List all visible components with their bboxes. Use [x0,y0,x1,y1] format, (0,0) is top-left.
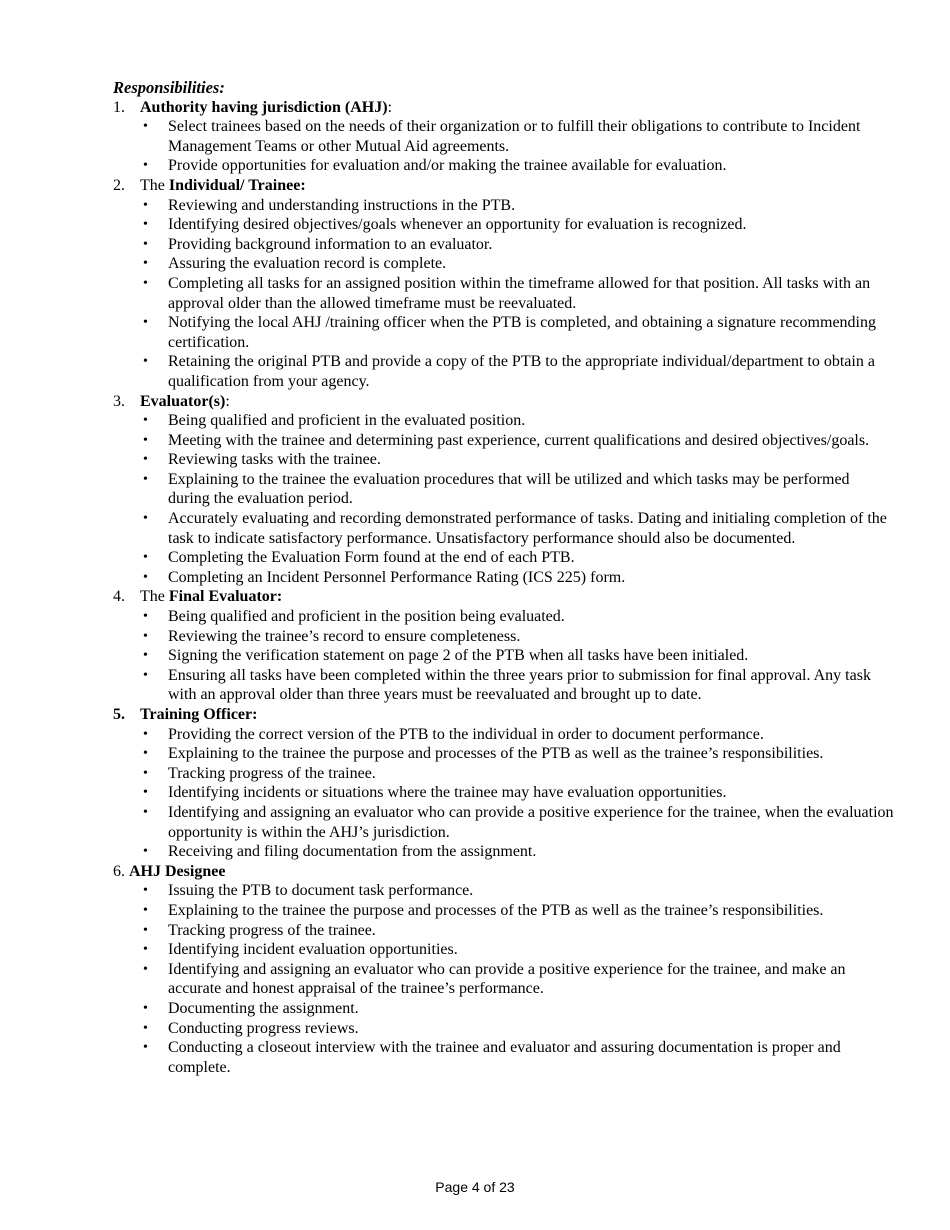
list-item [0,274,950,313]
bullet-icon: • [143,511,148,527]
page-number-footer: Page 4 of 23 [435,1179,515,1195]
list-item-text: Accurately evaluating and recording demonstrated performance of tasks. Dating and initialing completion of the task to indicate satisfactory performance. Unsatisfactory performance should also be documented. [168,510,887,547]
list-item-text: Identifying and assigning an evaluator who can provide a positive experience for the trainee, and make an accurate and honest appraisal of the trainee’s performance. [168,960,846,998]
list-item-text: Receiving and filing documentation from the assignment. [168,843,537,861]
list-item-text: Explaining to the trainee the purpose and processes of the PTB as well as the trainee’s responsibilities. [168,745,824,763]
list-item-text: Notifying the local AHJ /training officer when the PTB is completed, and obtaining a signature recommending certification. [168,314,876,351]
bullet-icon: • [143,628,148,644]
bullet-icon: • [143,746,148,762]
list-item [0,254,950,274]
list-item [0,431,950,451]
section-3 [0,392,950,588]
list-item [0,215,950,235]
section-title-suffix: : [387,98,393,116]
list-item [0,117,950,156]
list-item-text: Conducting a closeout interview with the trainee and evaluator and assuring documentation is proper and complete. [168,1039,841,1076]
document-page [0,78,950,1077]
list-item-text: Provide opportunities for evaluation and/or making the trainee available for evaluation. [168,157,727,175]
bullet-icon: • [143,922,148,938]
bullet-icon: • [143,354,148,370]
section-title-prefix: The [140,588,169,606]
section-title-line [140,705,257,725]
bullet-icon: • [143,726,148,742]
list-item-text: Select trainees based on the needs of their organization or to fulfill their obligations to contribute to Incident Management Teams or other Mutual Aid agreements. [168,118,861,155]
list-item [0,1038,950,1077]
bullet-icon: • [143,471,148,487]
bullet-icon: • [143,648,148,664]
list-item [0,783,950,803]
section-title: Evaluator(s) [140,392,226,410]
list-item-text: Identifying incidents or situations where the trainee may have evaluation opportunities. [168,784,727,802]
section-title-line [140,587,282,607]
bullet-icon: • [143,902,148,918]
section-title-line [129,862,225,882]
bullet-icon: • [143,942,148,958]
list-item [0,646,950,666]
list-item-text: Meeting with the trainee and determining past experience, current qualifications and desired objectives/goals. [168,431,870,449]
bullet-icon: • [143,158,148,174]
list-item-text: Documenting the assignment. [168,999,359,1017]
list-item [0,196,950,216]
bullet-icon: • [143,844,148,860]
section-1 [0,98,950,176]
bullet-icon: • [143,550,148,566]
bullet-icon: • [143,275,148,291]
list-item-text: Reviewing the trainee’s record to ensure completeness. [168,627,521,645]
list-item [0,548,950,568]
list-item-text: Conducting progress reviews. [168,1019,359,1037]
list-item [0,607,950,627]
list-item [0,842,950,862]
list-item [0,509,950,548]
list-item [0,627,950,647]
section-number: 5. [113,706,125,723]
bullet-icon: • [143,452,148,468]
list-item [0,803,950,842]
list-item-text: Explaining to the trainee the purpose and processes of the PTB as well as the trainee’s responsibilities. [168,901,824,919]
list-item [0,1019,950,1039]
list-item [0,568,950,588]
bullet-list [0,196,950,392]
list-item-text: Assuring the evaluation record is complete. [168,255,447,273]
list-item-text: Providing background information to an evaluator. [168,235,493,253]
bullet-icon: • [143,413,148,429]
section-title: Training Officer: [140,706,258,723]
section-title: Individual/ Trainee: [168,176,306,194]
list-item [0,999,950,1019]
list-item [0,901,950,921]
bullet-icon: • [143,569,148,585]
bullet-icon: • [143,432,148,448]
list-item-text: Identifying incident evaluation opportunities. [168,941,458,959]
section-title-prefix: The [140,176,169,194]
bullet-icon: • [143,667,148,683]
list-item [0,666,950,705]
section-title: AHJ Designee [129,862,226,880]
list-item [0,156,950,176]
list-item-text: Providing the correct version of the PTB to the individual in order to document performance. [168,725,764,743]
list-item-text: Completing all tasks for an assigned position within the timeframe allowed for that position. All tasks with an approval older than the allowed timeframe must be reevaluated. [168,274,871,312]
bullet-icon: • [143,785,148,801]
list-item [0,313,950,352]
list-item-text: Being qualified and proficient in the position being evaluated. [168,608,565,626]
bullet-icon: • [143,1020,148,1036]
bullet-list [0,411,950,587]
list-item-text: Reviewing and understanding instructions in the PTB. [168,196,516,214]
list-item-text: Being qualified and proficient in the evaluated position. [168,412,526,430]
bullet-icon: • [143,256,148,272]
section-number: 4. [113,588,125,606]
section-title-line [140,98,392,118]
list-item [0,921,950,941]
list-item-text: Identifying desired objectives/goals whenever an opportunity for evaluation is recognized. [168,216,747,234]
bullet-icon: • [143,197,148,213]
list-item-text: Issuing the PTB to document task performance. [168,882,474,900]
bullet-icon: • [143,765,148,781]
section-title: Authority having jurisdiction (AHJ) [140,98,388,116]
bullet-list [0,725,950,862]
section-number: 6. [113,862,125,880]
section-5 [0,705,950,862]
bullet-icon: • [143,1000,148,1016]
bullet-icon: • [143,609,148,625]
list-item-text: Signing the verification statement on page 2 of the PTB when all tasks have been initialed. [168,647,749,665]
list-item [0,764,950,784]
bullet-icon: • [143,883,148,899]
list-item [0,744,950,764]
list-item-text: Tracking progress of the trainee. [168,921,376,939]
list-item [0,411,950,431]
list-item-text: Explaining to the trainee the evaluation procedures that will be utilized and which tasks may be performed during the evaluation period. [168,470,850,508]
list-item [0,470,950,509]
list-item-text: Completing the Evaluation Form found at the end of each PTB. [168,549,575,567]
section-heading [0,98,950,118]
section-title-line [140,176,306,196]
list-item [0,725,950,745]
section-6 [0,862,950,1078]
section-title-suffix: : [225,392,230,410]
bullet-icon: • [143,119,148,135]
list-item [0,352,950,391]
list-item-text: Ensuring all tasks have been completed within the three years prior to submission for final approval. Any task with an approval older than three years must be reevaluated and brought up to date. [168,666,871,704]
section-heading [0,862,950,882]
bullet-icon: • [143,961,148,977]
bullet-icon: • [143,217,148,233]
bullet-icon: • [143,236,148,252]
bullet-icon: • [143,315,148,331]
section-heading [0,705,950,725]
section-4 [0,587,950,705]
section-title-line [140,392,230,412]
section-number: 2. [113,176,125,194]
list-item [0,235,950,255]
responsibilities-heading: Responsibilities: [113,78,225,97]
list-item-text: Tracking progress of the trainee. [168,764,376,782]
list-item-text: Retaining the original PTB and provide a copy of the PTB to the appropriate individual/department to obtain a qualification from your agency. [168,353,875,390]
bullet-list [0,607,950,705]
section-heading [0,587,950,607]
bullet-icon: • [143,804,148,820]
list-item [0,450,950,470]
list-item [0,960,950,999]
list-item-text: Reviewing tasks with the trainee. [168,451,381,469]
section-number: 3. [113,392,125,410]
list-item-text: Completing an Incident Personnel Performance Rating (ICS 225) form. [168,568,626,586]
list-item-text: Identifying and assigning an evaluator who can provide a positive experience for the trainee, when the evaluation opportunity is within the AHJ’s jurisdiction. [168,803,894,841]
section-heading [0,176,950,196]
section-title: Final Evaluator: [168,588,283,606]
bullet-list [0,117,950,176]
section-2 [0,176,950,392]
bullet-list [0,881,950,1077]
bullet-icon: • [143,1040,148,1056]
list-item [0,881,950,901]
section-heading [0,392,950,412]
section-number: 1. [113,98,125,116]
list-item [0,940,950,960]
responsibilities-list [0,98,950,1078]
